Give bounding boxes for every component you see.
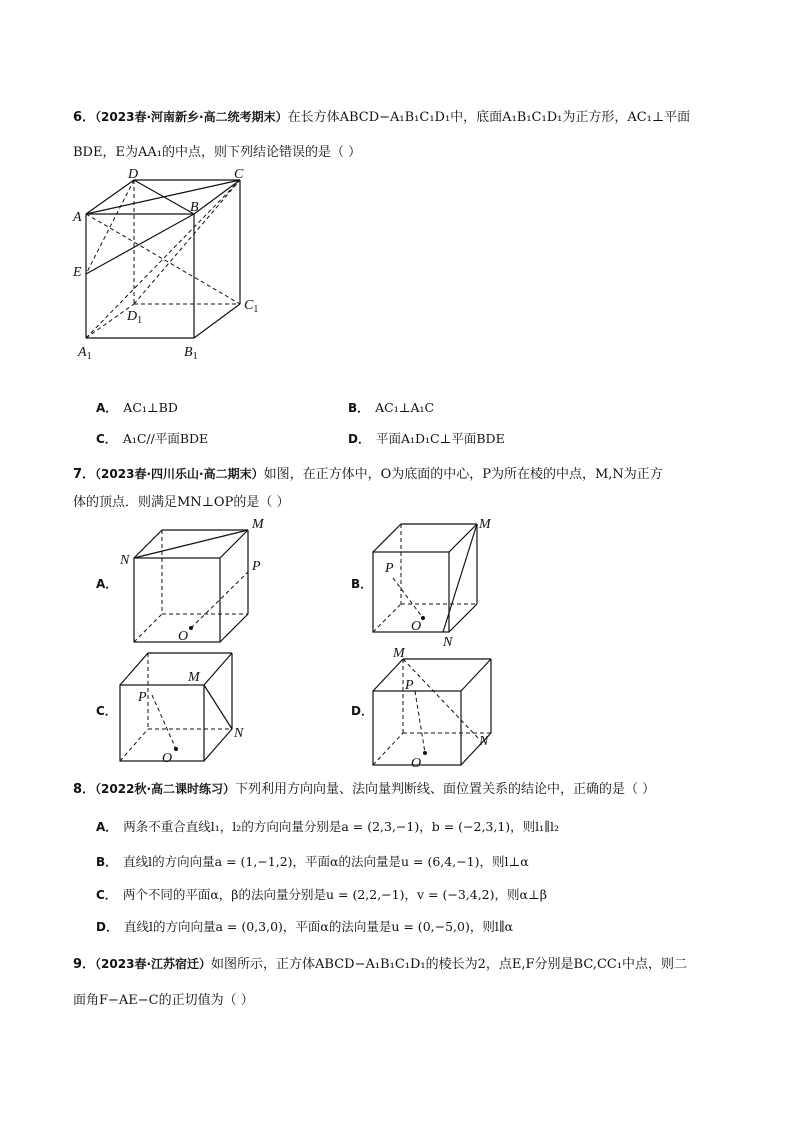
q6-stem2: BDE，E为AA₁的中点，则下列结论错误的是（ ） xyxy=(73,145,362,160)
q6-line2 xyxy=(73,144,361,162)
q7-source: （2023春·四川乐山·高二期末） xyxy=(95,467,264,481)
q6-option-c: C． A₁C//平面BDE xyxy=(96,431,209,446)
q9-line1 xyxy=(73,955,687,974)
q8-option-a: A． 两条不重合直线l₁，l₂的方向向量分别是a = (2,3,−1)，b = (−2,3,1)，则l₁∥l₂ xyxy=(96,819,559,834)
q6-stem1: 在长方体ABCD−A₁B₁C₁D₁中，底面A₁B₁C₁D₁为正方形，AC₁⊥平面 xyxy=(287,110,691,125)
q8-source: （2022秋·高二课时练习） xyxy=(95,782,236,796)
q7-stem1: 如图，在正方体中，O为底面的中心，P为所在棱的中点，M,N为正方 xyxy=(263,467,663,482)
q8-stem: 下列利用方向向量、法向量判断线、面位置关系的结论中，正确的是（ ） xyxy=(235,782,656,797)
svg-text:A．: A． xyxy=(96,577,118,591)
q8-number: 8． xyxy=(73,782,96,797)
svg-text:M: M xyxy=(393,646,405,661)
q6-label-D: D xyxy=(128,167,139,182)
q6-line1 xyxy=(73,108,690,127)
svg-text:N: N xyxy=(443,635,453,650)
q7-line2 xyxy=(73,494,289,512)
svg-text:O: O xyxy=(411,619,422,634)
svg-text:M: M xyxy=(479,517,491,532)
q6-label-D1: $D_1$ xyxy=(127,309,143,326)
q9-line2 xyxy=(73,992,254,1010)
q6-figure xyxy=(70,166,270,366)
q9-stem1: 如图所示，正方体ABCD−A₁B₁C₁D₁的棱长为2，点E,F分别是BC,CC₁中点，则二 xyxy=(211,957,688,972)
svg-text:N: N xyxy=(479,734,489,749)
svg-text:N: N xyxy=(120,553,130,568)
q9-stem2: 面角F−AE−C的正切值为（ ） xyxy=(73,993,254,1008)
q6-option-b: B． AC₁⊥A₁C xyxy=(348,400,435,415)
svg-text:M: M xyxy=(188,670,200,685)
q6-option-d: D． 平面A₁D₁C⊥平面BDE xyxy=(348,431,505,446)
q9-number: 9． xyxy=(73,957,96,972)
q8-line1 xyxy=(73,780,655,799)
svg-text:N: N xyxy=(234,726,244,741)
q7-stem2: 体的顶点．则满足MN⊥OP的是（ ） xyxy=(73,495,290,510)
svg-text:C．: C． xyxy=(96,704,117,718)
svg-text:O: O xyxy=(162,751,173,766)
q7-number: 7． xyxy=(73,467,96,482)
q7-figure-b xyxy=(345,512,545,652)
q7-figure-d xyxy=(345,645,545,770)
q7-figure-c xyxy=(90,645,290,770)
svg-text:P: P xyxy=(405,678,414,693)
q9-source: （2023春·江苏宿迁） xyxy=(95,957,212,971)
svg-text:P: P xyxy=(385,561,394,576)
q6-option-a: A． AC₁⊥BD xyxy=(96,400,178,415)
svg-text:B．: B． xyxy=(351,577,373,591)
svg-text:O: O xyxy=(178,629,189,644)
q6-label-B: B xyxy=(190,200,199,215)
svg-text:P: P xyxy=(138,690,147,705)
svg-text:P: P xyxy=(252,559,261,574)
q7-line1 xyxy=(73,465,663,484)
svg-text:M: M xyxy=(252,517,264,532)
q7-figure-a xyxy=(90,512,290,652)
q6-label-B1: $B_1$ xyxy=(184,345,198,362)
svg-text:O: O xyxy=(411,756,422,770)
q6-label-C: C xyxy=(234,167,244,182)
q8-option-c: C． 两个不同的平面α，β的法向量分别是u = (2,2,−1)，v = (−3,4,2)，则α⊥β xyxy=(96,887,547,902)
q6-label-A: A xyxy=(73,210,82,225)
q6-source: （2023春·河南新乡·高二统考期末） xyxy=(95,110,288,124)
q6-number: 6． xyxy=(73,110,96,125)
q6-label-C1: $C_1$ xyxy=(244,298,259,315)
q8-option-d: D． 直线l的方向向量a = (0,3,0)，平面α的法向量是u = (0,−5,0)，则l∥α xyxy=(96,919,514,934)
q6-label-A1: $A_1$ xyxy=(78,345,92,362)
q8-option-b: B． 直线l的方向向量a = (1,−1,2)，平面α的法向量是u = (6,4,−1)，则l⊥α xyxy=(96,854,529,869)
svg-text:D．: D． xyxy=(351,704,373,718)
q6-label-E: E xyxy=(73,265,82,280)
